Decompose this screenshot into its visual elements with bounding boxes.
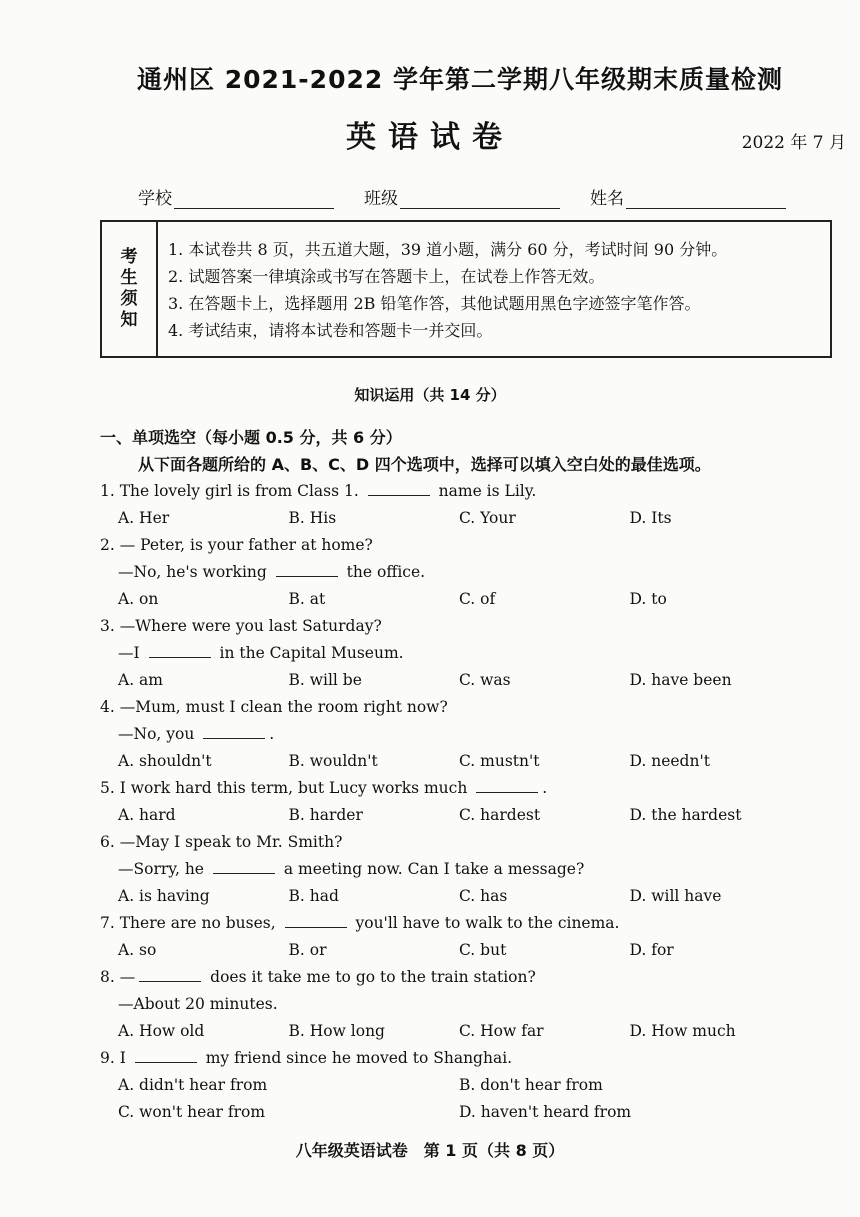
answer-option: B. at	[288, 590, 326, 608]
notice-label: 考 生 须 知	[102, 222, 158, 356]
answer-option: B. harder	[288, 806, 363, 824]
question-line	[100, 721, 800, 748]
class-field	[364, 184, 560, 209]
answer-option: B. His	[288, 509, 337, 527]
answer-blank	[476, 776, 538, 793]
question-line	[100, 775, 800, 802]
question-text: 2. — Peter, is your father at home?	[100, 536, 373, 554]
answer-option: D. Its	[629, 509, 672, 527]
answer-option: D. to	[629, 590, 667, 608]
name-field	[590, 184, 786, 209]
question-text: does it take me to go to the train station?	[205, 968, 536, 986]
answer-option: B. wouldn't	[288, 752, 378, 770]
answer-option: C. mustn't	[459, 752, 540, 770]
question-text: 4. —Mum, must I clean the room right now?	[100, 698, 448, 716]
question-list	[100, 478, 800, 1126]
question-line	[100, 991, 800, 1018]
answer-option: C. but	[459, 941, 507, 959]
option-row	[100, 883, 800, 910]
question-text: you'll have to walk to the cinema.	[350, 914, 620, 932]
answer-option: C. won't hear from	[118, 1103, 266, 1121]
question-text: 1. The lovely girl is from Class 1.	[100, 482, 364, 500]
question-text: 3. —Where were you last Saturday?	[100, 617, 382, 635]
answer-option: A. is having	[118, 887, 210, 905]
question-text: —Sorry, he	[118, 860, 209, 878]
answer-option: A. am	[118, 671, 163, 689]
question-text: —No, you	[118, 725, 200, 743]
answer-option: C. How far	[459, 1022, 544, 1040]
answer-option: D. needn't	[629, 752, 710, 770]
section-title: 知识运用（共 14 分）	[354, 386, 506, 404]
question-text: —About 20 minutes.	[118, 995, 278, 1013]
question-line	[100, 613, 800, 640]
notice-item: 2. 试题答案一律填涂或书写在答题卡上，在试卷上作答无效。	[168, 267, 605, 286]
question-line	[100, 532, 800, 559]
question-text: in the Capital Museum.	[214, 644, 404, 662]
question-text: 6. —May I speak to Mr. Smith?	[100, 833, 343, 851]
notice-item: 3. 在答题卡上，选择题用 2B 铅笔作答，其他试题用黑色字迹签字笔作答。	[168, 294, 701, 313]
name-label: 姓名	[590, 189, 624, 209]
question-line	[100, 964, 800, 991]
question-text: 5. I work hard this term, but Lucy works much	[100, 779, 473, 797]
question-text: —No, he's working	[118, 563, 272, 581]
question-line	[100, 829, 800, 856]
exam-title: 通州区 2021-2022 学年第二学期八年级期末质量检测	[137, 65, 783, 94]
question-text: 8. —	[100, 968, 136, 986]
answer-option: C. has	[459, 887, 508, 905]
option-row	[100, 748, 800, 775]
question-line	[100, 856, 800, 883]
answer-blank	[139, 965, 201, 982]
notice-item: 4. 考试结束，请将本试卷和答题卡一并交回。	[168, 321, 493, 340]
answer-option: D. How much	[629, 1022, 736, 1040]
question-line	[100, 478, 800, 505]
answer-option: C. of	[459, 590, 496, 608]
answer-option: A. didn't hear from	[118, 1076, 268, 1094]
answer-blank	[203, 722, 265, 739]
notice-item: 1. 本试卷共 8 页，共五道大题，39 道小题，满分 60 分，考试时间 90 分钟。	[168, 240, 728, 259]
question-text: a meeting now. Can I take a message?	[278, 860, 585, 878]
answer-option: A. How old	[118, 1022, 205, 1040]
answer-blank	[149, 641, 211, 658]
answer-option: A. Her	[118, 509, 170, 527]
answer-option: B. will be	[288, 671, 362, 689]
school-label: 学校	[138, 189, 172, 209]
answer-blank	[135, 1046, 197, 1063]
answer-option: B. or	[288, 941, 327, 959]
part-instruction: 从下面各题所给的 A、B、C、D 四个选项中，选择可以填入空白处的最佳选项。	[138, 455, 711, 474]
notice-items	[158, 222, 727, 356]
option-row	[100, 586, 800, 613]
question-text: the office.	[341, 563, 426, 581]
answer-option: D. haven't heard from	[459, 1103, 632, 1121]
answer-blank	[368, 479, 430, 496]
exam-date: 2022 年 7 月	[741, 133, 846, 153]
answer-option: D. for	[629, 941, 674, 959]
question-text: —I	[118, 644, 145, 662]
answer-option: D. will have	[629, 887, 722, 905]
option-row	[100, 1018, 800, 1045]
question-text: 7. There are no buses,	[100, 914, 281, 932]
option-row	[100, 667, 800, 694]
answer-option: D. the hardest	[629, 806, 742, 824]
question-text: .	[269, 725, 275, 743]
answer-option: B. How long	[288, 1022, 385, 1040]
class-blank	[400, 188, 560, 209]
question-text: 9. I	[100, 1049, 131, 1067]
answer-blank	[285, 911, 347, 928]
answer-option: C. was	[459, 671, 511, 689]
option-row	[100, 505, 800, 532]
question-line	[100, 694, 800, 721]
option-row	[100, 937, 800, 964]
answer-option: B. had	[288, 887, 339, 905]
class-label: 班级	[364, 189, 398, 209]
answer-option: D. have been	[629, 671, 732, 689]
exam-subtitle: 英语试卷	[346, 120, 514, 155]
school-field	[138, 184, 334, 209]
answer-option: C. Your	[459, 509, 516, 527]
question-line	[100, 1045, 800, 1072]
part-title: 一、单项选空（每小题 0.5 分，共 6 分）	[100, 428, 402, 447]
option-row	[100, 1099, 800, 1126]
answer-blank	[213, 857, 275, 874]
student-info-row	[138, 184, 818, 209]
question-text: my friend since he moved to Shanghai.	[200, 1049, 513, 1067]
option-row	[100, 802, 800, 829]
question-line	[100, 910, 800, 937]
school-blank	[174, 188, 334, 209]
answer-option: A. on	[118, 590, 159, 608]
question-line	[100, 559, 800, 586]
answer-blank	[276, 560, 338, 577]
page-footer: 八年级英语试卷 第 1 页（共 8 页）	[295, 1141, 565, 1160]
answer-option: B. don't hear from	[459, 1076, 603, 1094]
option-row	[100, 1072, 800, 1099]
answer-option: A. shouldn't	[118, 752, 212, 770]
question-line	[100, 640, 800, 667]
name-blank	[626, 188, 786, 209]
answer-option: C. hardest	[459, 806, 541, 824]
answer-option: A. hard	[118, 806, 176, 824]
exam-notice-box	[100, 220, 832, 358]
question-text: .	[542, 779, 548, 797]
question-text: name is Lily.	[433, 482, 537, 500]
answer-option: A. so	[118, 941, 157, 959]
